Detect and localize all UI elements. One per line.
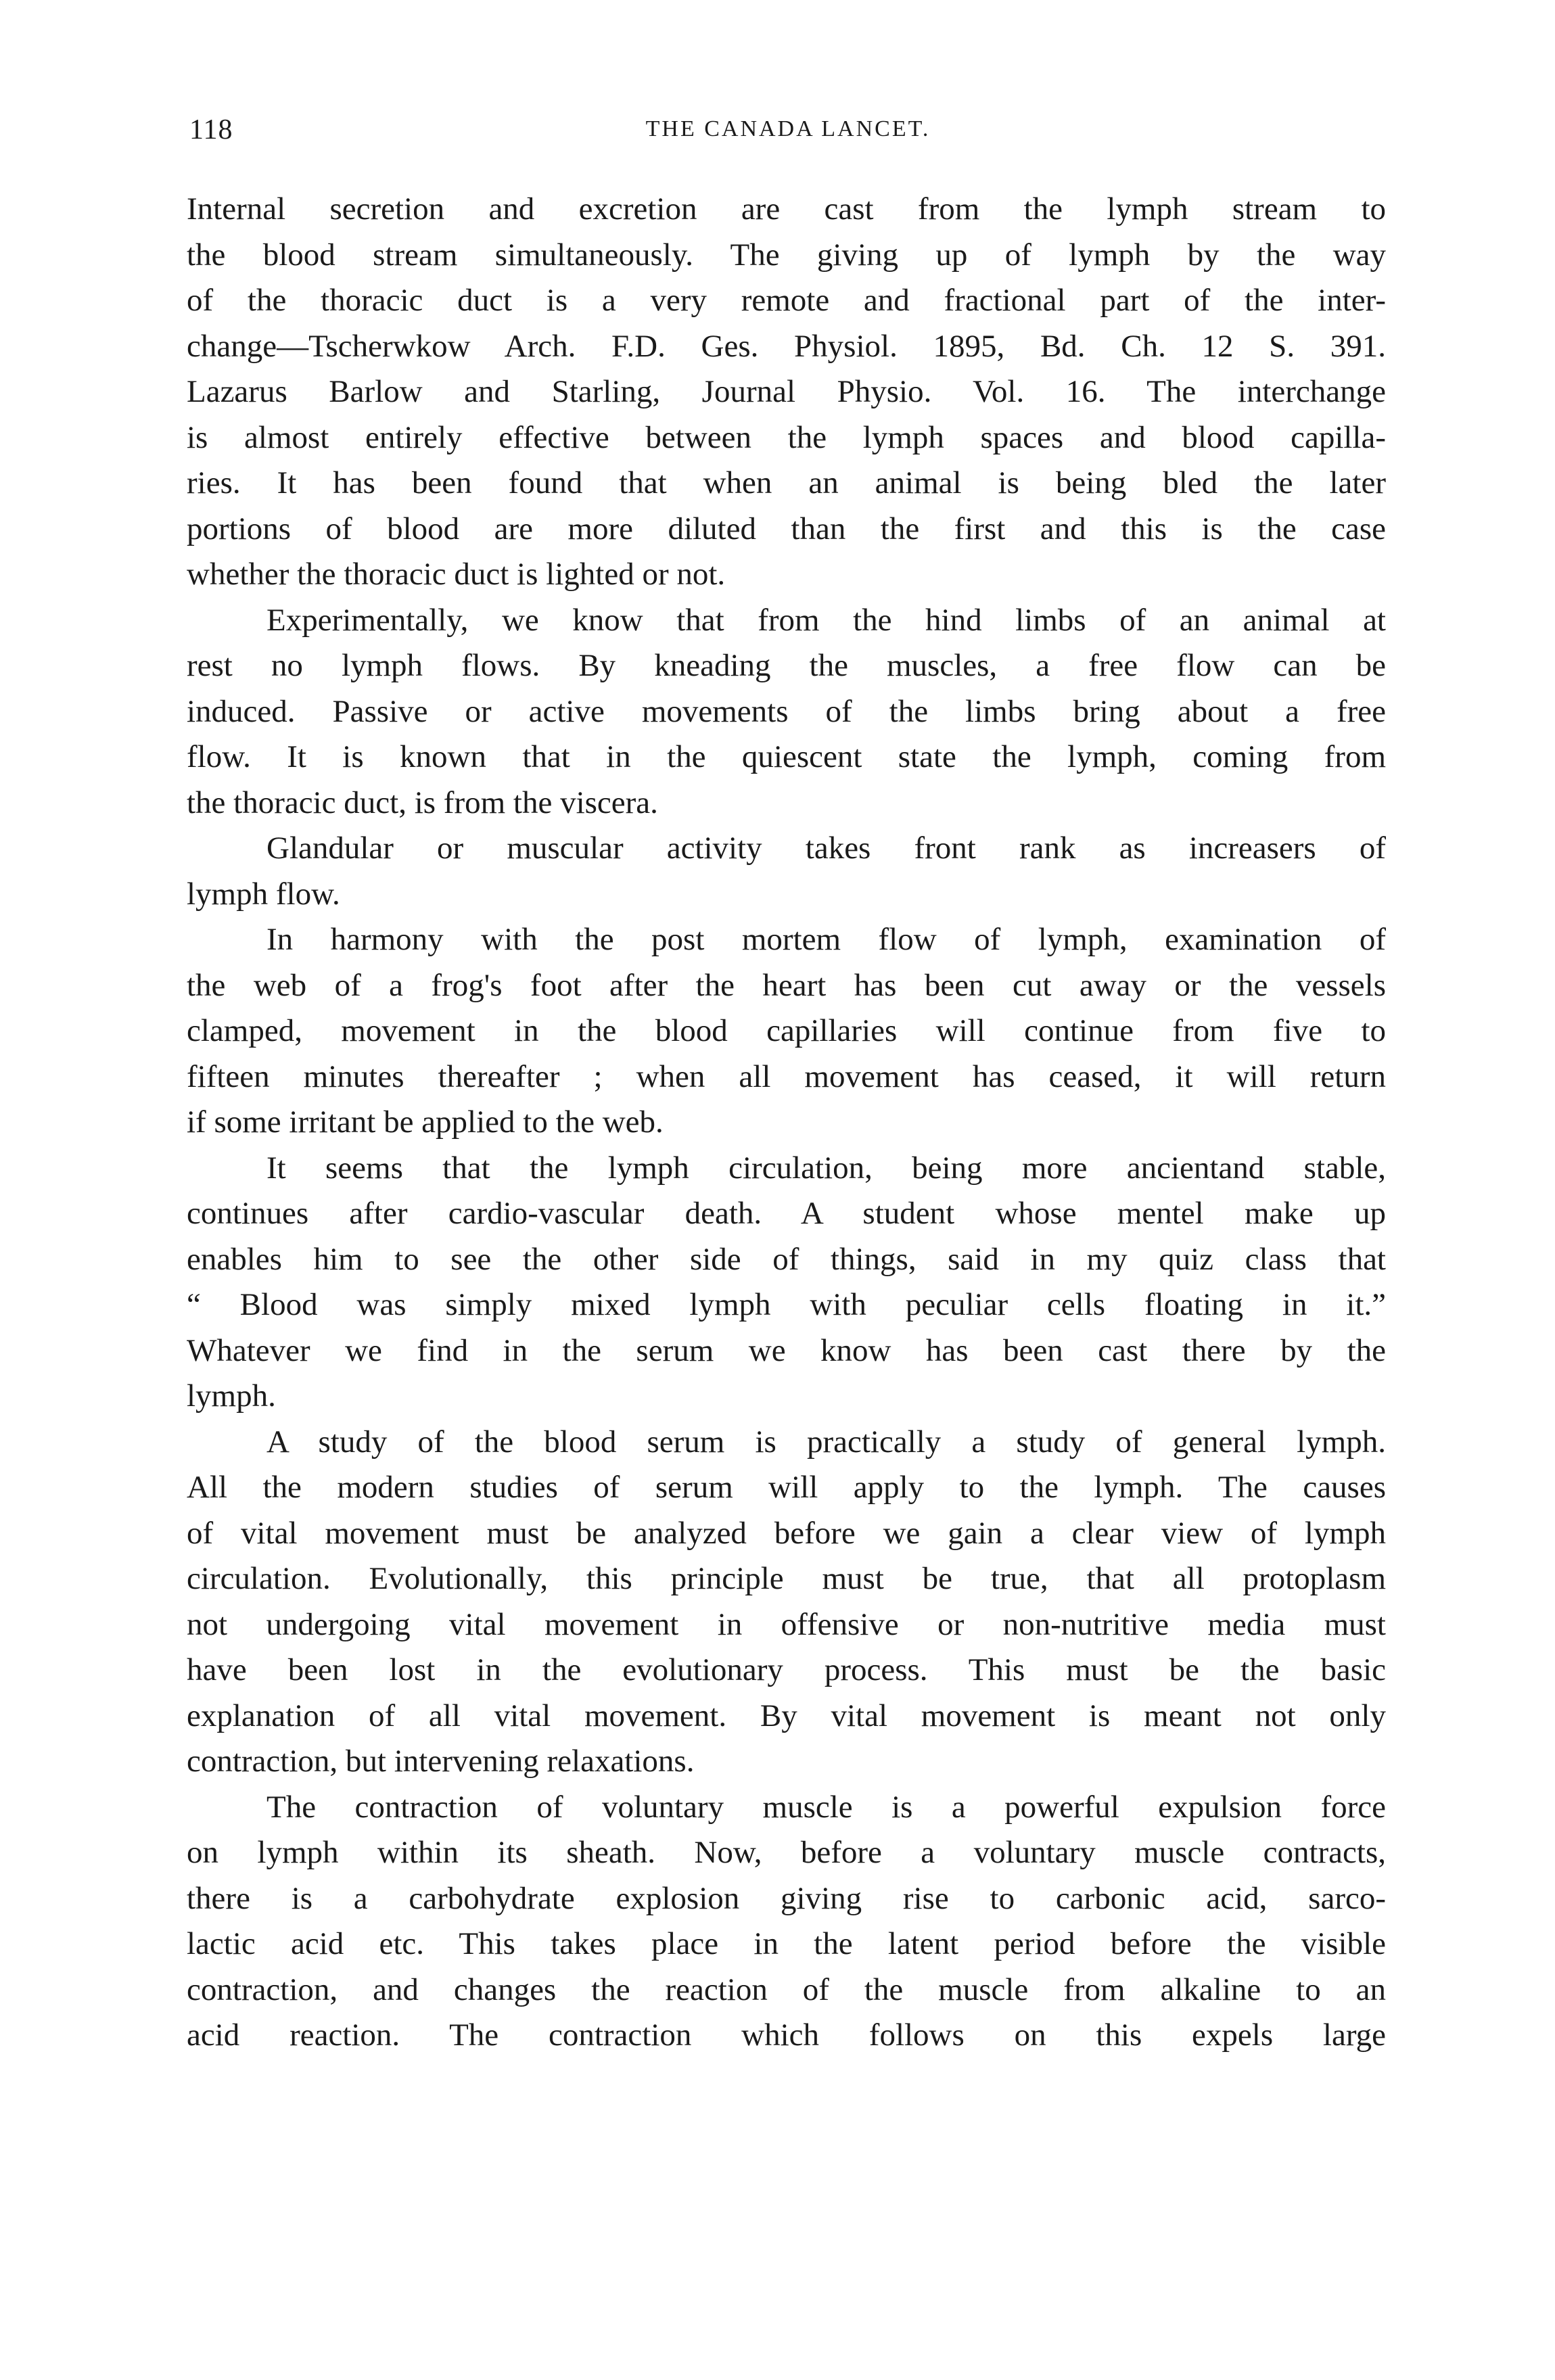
text-line: continues after cardio-vascular death. A student whose mentel make up bbox=[187, 1196, 1386, 1231]
text-line: contraction, but intervening relaxations. bbox=[187, 1744, 695, 1779]
paragraph bbox=[187, 826, 1386, 917]
text-line: explanation of all vital movement. By vital movement is meant not only bbox=[187, 1698, 1386, 1733]
text-line: whether the thoracic duct is lighted or not. bbox=[187, 557, 726, 592]
paragraph bbox=[187, 1146, 1386, 1420]
paragraph bbox=[187, 1420, 1386, 1785]
text-line: The contraction of voluntary muscle is a powerful expulsion force bbox=[266, 1789, 1386, 1825]
text-line: lymph flow. bbox=[187, 876, 340, 912]
text-line: the web of a frog's foot after the heart has been cut away or the vessels bbox=[187, 967, 1386, 1003]
journal-title: THE CANADA LANCET. bbox=[645, 116, 931, 141]
text-line: if some irritant be applied to the web. bbox=[187, 1104, 664, 1140]
text-line: portions of blood are more diluted than the first and this is the case bbox=[187, 511, 1386, 546]
text-line: is almost entirely effective between the lymph spaces and blood capilla- bbox=[187, 419, 1386, 455]
text-line: the blood stream simultaneously. The giving up of lymph by the way bbox=[187, 237, 1386, 273]
text-line: All the modern studies of serum will apply to the lymph. The causes bbox=[187, 1470, 1386, 1505]
text-line: induced. Passive or active movements of the limbs bring about a free bbox=[187, 693, 1386, 729]
text-line: Whatever we find in the serum we know has been cast there by the bbox=[187, 1332, 1386, 1368]
text-line: the thoracic duct, is from the viscera. bbox=[187, 785, 658, 820]
text-line: A study of the blood serum is practically a study of general lymph. bbox=[266, 1424, 1386, 1460]
text-line: change—Tscherwkow Arch. F.D. Ges. Physiol. 1895, Bd. Ch. 12 S. 391. bbox=[187, 328, 1386, 364]
text-line: lymph. bbox=[187, 1378, 276, 1414]
text-line: not undergoing vital movement in offensive or non-nutritive media must bbox=[187, 1606, 1386, 1642]
running-head bbox=[189, 114, 1387, 154]
text-line: fifteen minutes thereafter ; when all movement has ceased, it will return bbox=[187, 1058, 1386, 1094]
paragraph bbox=[187, 1785, 1386, 2059]
text-line: enables him to see the other side of things, said in my quiz class that bbox=[187, 1241, 1386, 1277]
text-line: on lymph within its sheath. Now, before a voluntary muscle contracts, bbox=[187, 1835, 1386, 1870]
text-line: there is a carbohydrate explosion giving rise to carbonic acid, sarco- bbox=[187, 1880, 1386, 1916]
text-line: clamped, movement in the blood capillaries will continue from five to bbox=[187, 1013, 1386, 1048]
text-line: Lazarus Barlow and Starling, Journal Physio. Vol. 16. The interchange bbox=[187, 374, 1386, 409]
text-line: ries. It has been found that when an animal is being bled the later bbox=[187, 465, 1386, 500]
paragraph bbox=[187, 917, 1386, 1146]
text-line: of the thoracic duct is a very remote and fractional part of the inter- bbox=[187, 283, 1386, 318]
text-line: Internal secretion and excretion are cast from the lymph stream to bbox=[187, 191, 1386, 227]
paragraph bbox=[187, 187, 1386, 598]
text-line: “ Blood was simply mixed lymph with peculiar cells floating in it.” bbox=[187, 1287, 1386, 1322]
body-text bbox=[187, 187, 1386, 2059]
text-line: of vital movement must be analyzed before we gain a clear view of lymph bbox=[187, 1515, 1386, 1551]
text-line: In harmony with the post mortem flow of lymph, examination of bbox=[266, 922, 1386, 957]
text-line: Experimentally, we know that from the hind limbs of an animal at bbox=[266, 602, 1386, 638]
page-number: 118 bbox=[189, 114, 233, 145]
text-line: contraction, and changes the reaction of the muscle from alkaline to an bbox=[187, 1971, 1386, 2007]
text-line: It seems that the lymph circulation, being more ancientand stable, bbox=[266, 1150, 1386, 1186]
text-line: lactic acid etc. This takes place in the latent period before the visible bbox=[187, 1926, 1386, 1961]
text-line: have been lost in the evolutionary process. This must be the basic bbox=[187, 1652, 1386, 1687]
text-line: acid reaction. The contraction which follows on this expels large bbox=[187, 2017, 1386, 2053]
paragraph bbox=[187, 598, 1386, 826]
text-line: Glandular or muscular activity takes front rank as increasers of bbox=[266, 831, 1386, 866]
text-line: circulation. Evolutionally, this principle must be true, that all protoplasm bbox=[187, 1561, 1386, 1596]
text-line: flow. It is known that in the quiescent state the lymph, coming from bbox=[187, 739, 1386, 774]
text-line: rest no lymph flows. By kneading the muscles, a free flow can be bbox=[187, 648, 1386, 683]
